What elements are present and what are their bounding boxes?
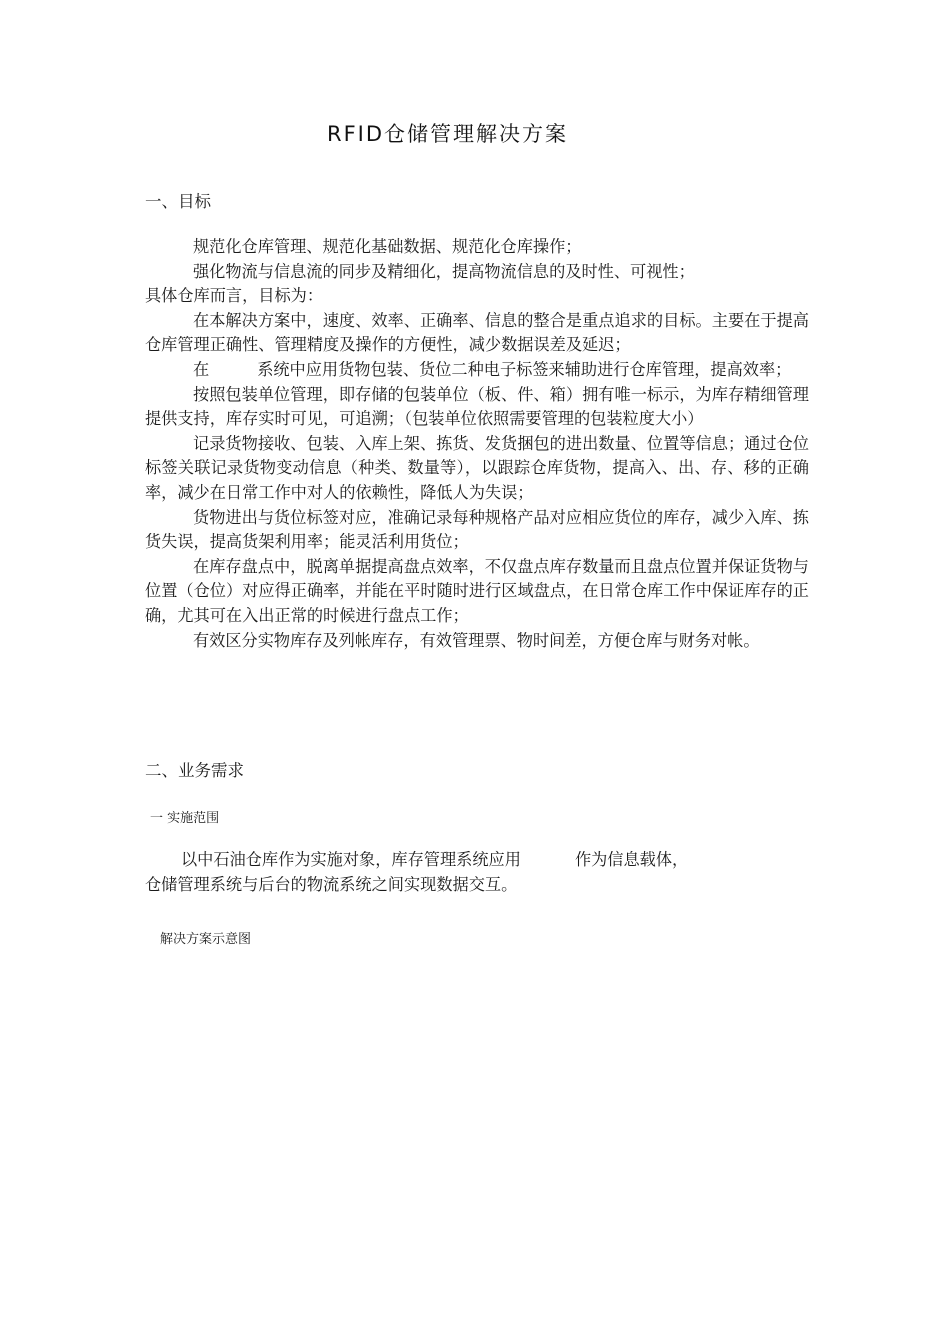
goal-paragraph: 按照包装单位管理，即存储的包装单位（板、件、箱）拥有唯一标示，为库存精细管理提供支持，库存实时可见，可追溯；（包装单位依照需要管理的包装粒度大小） [145, 384, 809, 429]
goal-paragraph: 规范化仓库管理、规范化基础数据、规范化仓库操作； [193, 237, 582, 256]
figure-caption: 解决方案示意图 [160, 932, 252, 947]
goal-paragraph: 货物进出与货位标签对应，准确记录每种规格产品对应相应货位的库存，减少入库、拣货失误，提高货架利用率；能灵活利用货位； [145, 507, 809, 552]
scope-paragraph-line2: 仓储管理系统与后台的物流系统之间实现数据交互。 [145, 874, 518, 894]
goal-paragraph: 在本解决方案中，速度、效率、正确率、信息的整合是重点追求的目标。主要在于提高仓库管理正确性、管理精度及操作的方便性，减少数据误差及延迟； [145, 310, 809, 355]
goal-paragraph: 有效区分实物库存及列帐库存，有效管理票、物时间差，方便仓库与财务对帐。 [193, 630, 760, 650]
goal-prefix: 在 [193, 359, 210, 379]
goals-body [145, 235, 809, 653]
scope-body [145, 848, 809, 897]
goal-paragraph: 具体仓库而言，目标为： [145, 286, 324, 306]
subsection-heading-scope: 一 实施范围 [150, 811, 220, 826]
goal-paragraph: 强化物流与信息流的同步及精细化，提高物流信息的及时性、可视性； [193, 261, 695, 281]
section-heading-goals: 一、目标 [145, 192, 211, 211]
scope-text-part2: 作为信息载体， [574, 850, 689, 869]
goal-paragraph-rfid-system [145, 358, 809, 383]
goal-paragraph: 记录货物接收、包装、入库上架、拣货、发货捆包的进出数量、位置等信息；通过仓位标签关联记录货物变动信息（种类、数量等），以跟踪仓库货物，提高入、出、存、移的正确率，减少在日常工作中对人的依赖性，降低人为失误； [145, 433, 809, 502]
section-heading-requirements: 二、业务需求 [145, 761, 244, 780]
scope-text-part1: 以中石油仓库作为实施对象，库存管理系统应用 [181, 850, 521, 869]
document-title: RFID仓储管理解决方案 [327, 122, 569, 146]
goal-text: 系统中应用货物包装、货位二种电子标签来辅助进行仓库管理，提高效率； [257, 359, 792, 379]
goal-paragraph: 在库存盘点中，脱离单据提高盘点效率，不仅盘点库存数量而且盘点位置并保证货物与位置（仓位）对应得正确率，并能在平时随时进行区域盘点，在日常仓库工作中保证库存的正确，尤其可在入出正常的时候进行盘点工作； [145, 556, 809, 625]
scope-paragraph [145, 848, 809, 873]
